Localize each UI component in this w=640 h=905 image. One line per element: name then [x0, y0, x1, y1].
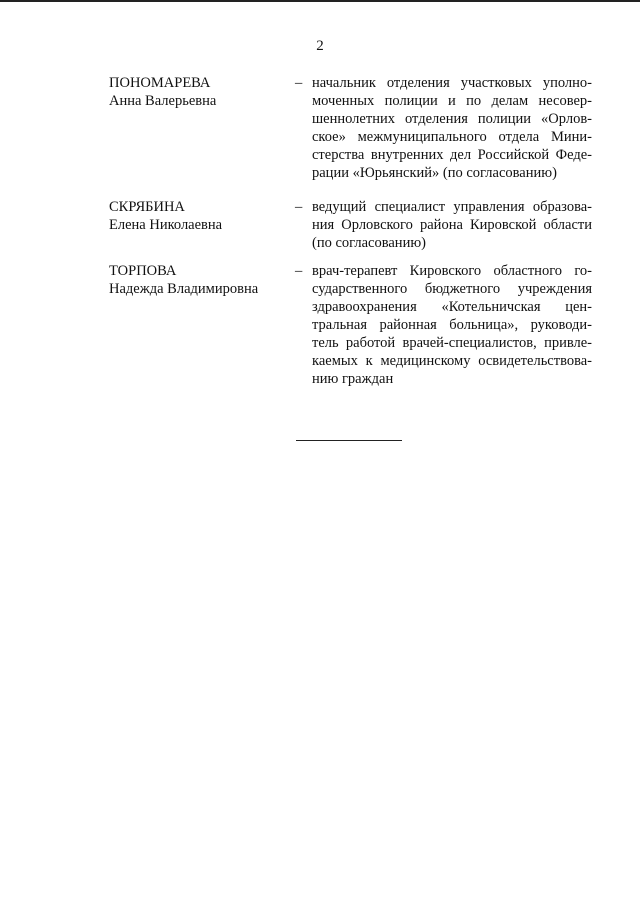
member-surname: ПОНОМАРЕВА	[109, 75, 211, 91]
member-given-names: Надежда Владимировна	[109, 281, 259, 297]
position-line: начальник отделения участковых уполно-	[312, 75, 592, 91]
position-line: моченных полиции и по делам несовер-	[312, 93, 592, 109]
member-surname: ТОРПОВА	[109, 263, 177, 279]
member-given-names: Анна Валерьевна	[109, 93, 217, 109]
position-line: ское» межмуниципального отдела Мини-	[312, 129, 592, 145]
position-line: ведущий специалист управления образова-	[312, 199, 592, 215]
member-position	[312, 198, 592, 252]
member-position	[312, 74, 592, 182]
position-line: здравоохранения «Котельничская цен-	[312, 299, 592, 315]
page-number: 2	[316, 38, 324, 54]
member-name	[109, 262, 279, 298]
position-line: ния Орловского района Кировской области	[312, 217, 592, 233]
position-line: каемых к медицинскому освидетельствова-	[312, 353, 592, 369]
member-position	[312, 262, 592, 388]
position-line: сударственного бюджетного учреждения	[312, 281, 592, 297]
position-line: нию граждан	[312, 371, 394, 387]
separator-dash: –	[295, 199, 303, 215]
end-of-list-line	[296, 440, 402, 441]
position-line: (по согласованию)	[312, 235, 426, 251]
position-line: стерства внутренних дел Российской Феде-	[312, 147, 592, 163]
position-line: врач-терапевт Кировского областного го-	[312, 263, 592, 279]
position-line: рации «Юрьянский» (по согласованию)	[312, 165, 557, 181]
member-name	[109, 198, 279, 234]
separator-dash: –	[295, 263, 303, 279]
position-line: шеннолетних отделения полиции «Орлов-	[312, 111, 592, 127]
member-given-names: Елена Николаевна	[109, 217, 223, 233]
top-border-line	[0, 0, 640, 2]
separator-dash: –	[295, 75, 303, 91]
position-line: тель работой врачей-специалистов, привле-	[312, 335, 592, 351]
member-name	[109, 74, 279, 110]
member-surname: СКРЯБИНА	[109, 199, 185, 215]
position-line: тральная районная больница», руководи-	[312, 317, 592, 333]
